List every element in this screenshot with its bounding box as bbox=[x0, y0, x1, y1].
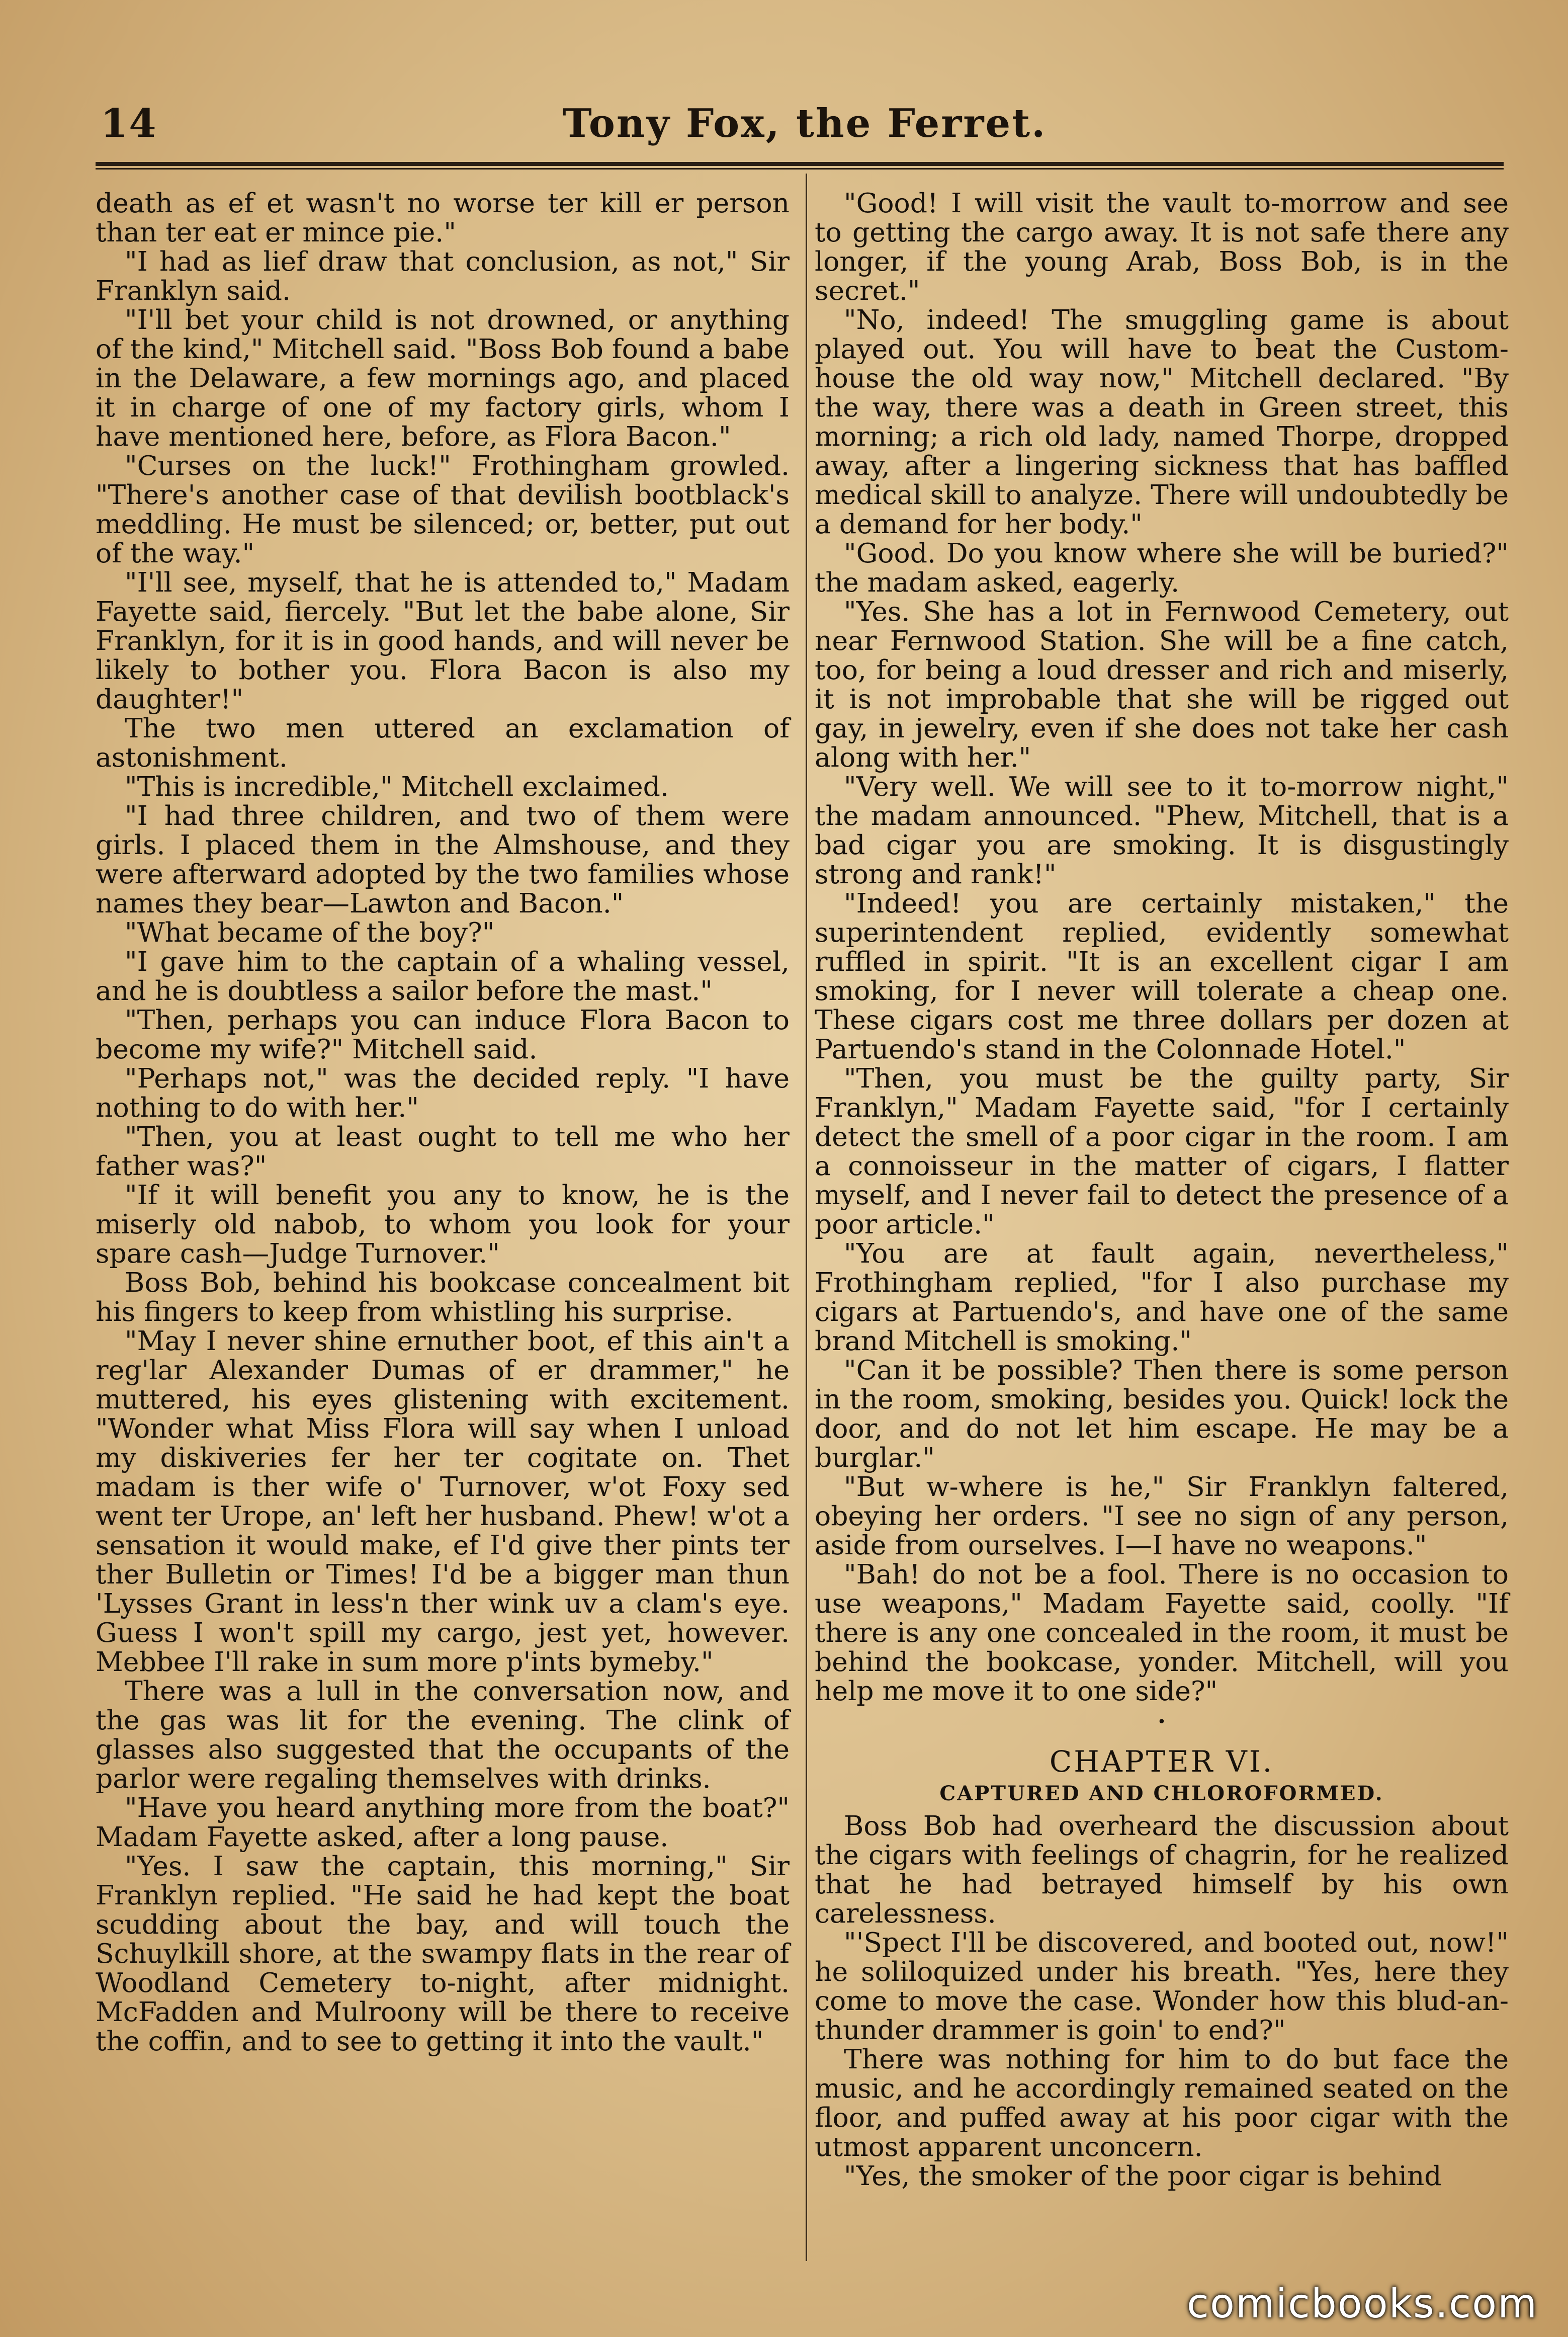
paragraph: "Yes. I saw the captain, this morning," Sir Franklyn replied. "He said he had kept the boat scudding about the bay, and will touch the Schuylkill shore, at the swampy flats in the rear of Woodland Cemetery to-night, after midnight. McFadden and Mulroony will be there to receive the coffin, and to see to getting it into the vault." bbox=[96, 1850, 790, 2057]
paragraph: "Can it be possible? Then there is some person in the room, smoking, besides you. Quick! lock the door, and do not let him escape. He may be a burglar." bbox=[815, 1354, 1509, 1473]
paragraph: "Yes, the smoker of the poor cigar is behind bbox=[844, 2160, 1442, 2192]
running-title: Tony Fox, the Ferret. bbox=[562, 101, 1047, 146]
paragraph: "No, indeed! The smuggling game is about played out. You will have to beat the Custom-house the old way now," Mitchell declared. "By the way, there was a death in Green street, this morning; a rich old lady, named Thorpe, dropped away, after a lingering sickness that has baffled medical skill to analyze. There will undoubtedly be a demand for her body." bbox=[815, 304, 1509, 540]
paragraph: "I had as lief draw that conclusion, as not," Sir Franklyn said. bbox=[96, 245, 790, 306]
paragraph: "If it will benefit you any to know, he is the miserly old nabob, to whom you look for your spare cash—Judge Turnover." bbox=[96, 1179, 790, 1269]
paragraph: "Indeed! you are certainly mistaken," the superintendent replied, evidently somewhat ruffled in spirit. "It is an excellent cigar I am smoking, for I never will tolerate a cheap one. These cigars cost me three dollars per dozen at Partuendo's stand in the Colonnade Hotel." bbox=[815, 887, 1509, 1065]
paragraph: Boss Bob had overheard the discussion about the cigars with feelings of chagrin, for he realized that he had betrayed himself by his own carelessness. bbox=[815, 1810, 1509, 1929]
paragraph: Boss Bob, behind his bookcase concealment bit his fingers to keep from whistling his surprise. bbox=[96, 1267, 790, 1327]
paragraph: "Curses on the luck!" Frothingham growled. "There's another case of that devilish bootblack's meddling. He must be silenced; or, better, put out of the way." bbox=[96, 450, 790, 569]
paragraph: "I'll see, myself, that he is attended to," Madam Fayette said, fiercely. "But let the babe alone, Sir Franklyn, for it is in good hands, and will never be likely to bother you. Flora Bacon is also my daughter!" bbox=[96, 566, 790, 715]
paragraph: "But w-where is he," Sir Franklyn faltered, obeying her orders. "I see no sign of any person, aside from ourselves. I—I have no weapons." bbox=[815, 1471, 1509, 1561]
paragraph: "This is incredible," Mitchell exclaimed. bbox=[125, 771, 669, 802]
paragraph: "Good. Do you know where she will be buried?" the madam asked, eagerly. bbox=[815, 537, 1509, 598]
paragraph: "May I never shine ernuther boot, ef this ain't a reg'lar Alexander Dumas of er drammer," he muttered, his eyes glistening with excitement. "Wonder what Miss Flora will say when I unload my diskiveries fer her ter cogitate on. Thet madam is ther wife o' Turnover, w'ot Foxy sed went ter Urope, an' left her husband. Phew! w'ot a sensation it would make, ef I'd give ther pints ter ther Bulletin or Times! I'd be a bigger man thun 'Lysses Grant in less'n ther wink uv a clam's eye. Guess I won't spill my cargo, jest yet, however. Mebbee I'll rake in sum more p'ints bymeby." bbox=[96, 1325, 790, 1678]
right-column-lower bbox=[815, 1811, 1509, 2191]
paragraph: death as ef et wasn't no worse ter kill er person than ter eat er mince pie." bbox=[96, 187, 790, 248]
watermark: comicbooks.com bbox=[1186, 2280, 1538, 2327]
paragraph: The two men uttered an exclamation of astonishment. bbox=[96, 712, 790, 773]
page-number: 14 bbox=[101, 101, 157, 146]
paragraph: "Bah! do not be a fool. There is no occasion to use weapons," Madam Fayette said, coolly. "If there is any one concealed in the room, it must be behind the bookcase, yonder. Mitchell, will you help me move it to one side?" bbox=[815, 1558, 1509, 1707]
paragraph: "Have you heard anything more from the boat?" Madam Fayette asked, after a long pause. bbox=[96, 1792, 790, 1853]
paragraph: "What became of the boy?" bbox=[125, 916, 495, 948]
paragraph: "You are at fault again, nevertheless," Frothingham replied, "for I also purchase my cigars at Partuendo's, and have one of the same brand Mitchell is smoking." bbox=[815, 1237, 1509, 1357]
chapter-subtitle: CAPTURED AND CHLOROFORMED. bbox=[939, 1782, 1384, 1805]
column-divider bbox=[806, 174, 807, 2261]
right-column bbox=[815, 189, 1509, 2191]
paragraph: "I'll bet your child is not drowned, or anything of the kind," Mitchell said. "Boss Bob found a babe in the Delaware, a few mornings ago, and placed it in charge of one of my factory girls, whom I have mentioned here, before, as Flora Bacon." bbox=[96, 304, 790, 452]
section-dot: • bbox=[1157, 1713, 1166, 1731]
paragraph: "Perhaps not," was the decided reply. "I have nothing to do with her." bbox=[96, 1062, 790, 1123]
paragraph: "Then, you must be the guilty party, Sir Franklyn," Madam Fayette said, "for I certainly detect the smell of a poor cigar in the room. I am a connoisseur in the matter of cigars, I flatter myself, and I never fail to detect the presence of a poor article." bbox=[815, 1062, 1509, 1240]
paragraph: "'Spect I'll be discovered, and booted out, now!" he soliloquized under his breath. "Yes, here they come to move the case. Wonder how this blud-an-thunder drammer is goin' to end?" bbox=[815, 1927, 1509, 2046]
left-column bbox=[96, 189, 790, 2056]
header-rule bbox=[96, 162, 1504, 166]
paragraph: "Then, you at least ought to tell me who her father was?" bbox=[96, 1121, 790, 1182]
right-column-upper bbox=[815, 189, 1509, 1706]
paragraph: There was a lull in the conversation now, and the gas was lit for the evening. The clink of glasses also suggested that the occupants of the parlor were regaling themselves with drinks. bbox=[96, 1675, 790, 1794]
paragraph: "Yes. She has a lot in Fernwood Cemetery, out near Fernwood Station. She will be a fine catch, too, for being a loud dresser and rich and miserly, it is not improbable that she will be rigged out gay, in jewelry, even if she does not take her cash along with her." bbox=[815, 596, 1509, 773]
page-header bbox=[101, 101, 1509, 156]
paragraph: "I gave him to the captain of a whaling vessel, and he is doubtless a sailor before the mast." bbox=[96, 946, 790, 1007]
paragraph: "Then, perhaps you can induce Flora Bacon to become my wife?" Mitchell said. bbox=[96, 1004, 790, 1065]
chapter-title: CHAPTER VI. bbox=[1049, 1744, 1274, 1779]
header-rule-thin bbox=[96, 168, 1504, 170]
paragraph: There was nothing for him to do but face the music, and he accordingly remained seated on the floor, and puffed away at his poor cigar with the utmost apparent unconcern. bbox=[815, 2043, 1509, 2162]
paragraph: "I had three children, and two of them were girls. I placed them in the Almshouse, and they were afterward adopted by the two families whose names they bear—Lawton and Bacon." bbox=[96, 800, 790, 919]
paragraph: "Very well. We will see to it to-morrow night," the madam announced. "Phew, Mitchell, that is a bad cigar you are smoking. It is disgustingly strong and rank!" bbox=[815, 771, 1509, 890]
paragraph: "Good! I will visit the vault to-morrow and see to getting the cargo away. It is not safe there any longer, if the young Arab, Boss Bob, is in the secret." bbox=[815, 187, 1509, 306]
